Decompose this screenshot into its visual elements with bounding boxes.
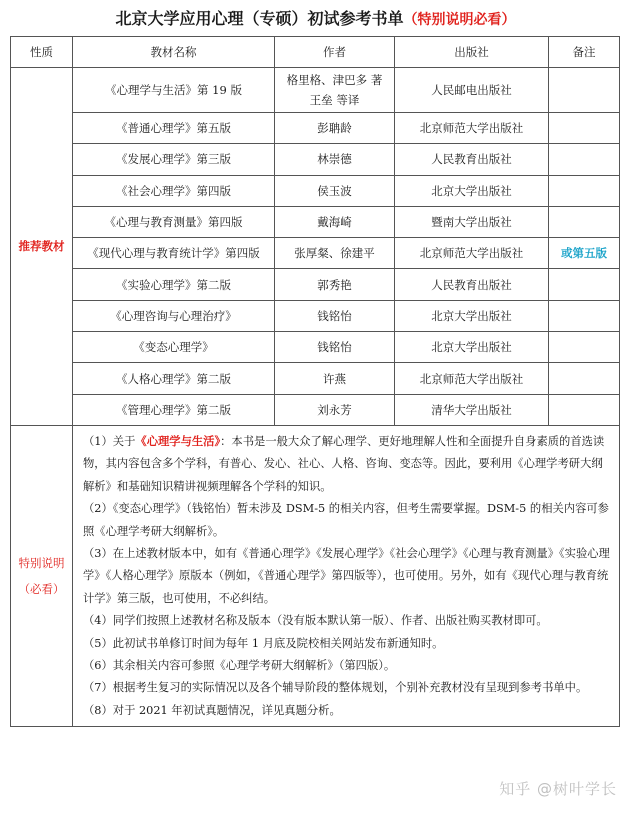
note-1-highlight: 《心理学与生活》 bbox=[135, 433, 221, 448]
note-7: （7）根据考生复习的实际情况以及各个辅导阶段的整体规划，个别补充教材没有呈现到参考书单中。 bbox=[83, 681, 588, 695]
table-row bbox=[11, 332, 620, 363]
special-notes-label-line2: （必看） bbox=[18, 582, 65, 597]
section-recommended-label: 推荐教材 bbox=[11, 68, 73, 426]
table-header-row bbox=[11, 37, 620, 68]
title-note: （特别说明必看） bbox=[403, 12, 516, 28]
book-name: 《管理心理学》第二版 bbox=[73, 394, 275, 425]
note-5: （5）此初试书单修订时间为每年 1 月底及院校相关网站发布新通知时。 bbox=[83, 636, 444, 650]
book-name: 《心理学与生活》第 19 版 bbox=[73, 68, 275, 113]
book-author: 林崇德 bbox=[275, 144, 395, 175]
header-publisher: 出版社 bbox=[395, 37, 549, 68]
header-book-name: 教材名称 bbox=[73, 37, 275, 68]
book-publisher: 北京师范大学出版社 bbox=[395, 113, 549, 144]
book-publisher: 北京大学出版社 bbox=[395, 300, 549, 331]
table-row bbox=[11, 175, 620, 206]
book-publisher: 人民教育出版社 bbox=[395, 269, 549, 300]
book-name: 《心理咨询与心理治疗》 bbox=[73, 300, 275, 331]
book-note bbox=[549, 363, 620, 394]
book-name: 《现代心理与教育统计学》第四版 bbox=[73, 238, 275, 269]
book-name: 《人格心理学》第二版 bbox=[73, 363, 275, 394]
booklist-table bbox=[10, 36, 620, 727]
book-name: 《实验心理学》第二版 bbox=[73, 269, 275, 300]
book-author bbox=[275, 68, 395, 113]
book-publisher: 北京师范大学出版社 bbox=[395, 238, 549, 269]
book-name: 《心理与教育测量》第四版 bbox=[73, 206, 275, 237]
note-8: （8）对于 2021 年初试真题情况，详见真题分析。 bbox=[83, 703, 341, 717]
book-name: 《普通心理学》第五版 bbox=[73, 113, 275, 144]
book-note bbox=[549, 206, 620, 237]
book-note bbox=[549, 175, 620, 206]
table-row bbox=[11, 113, 620, 144]
note-2: （2）《变态心理学》（钱铭怡）暂未涉及 DSM-5 的相关内容，但考生需要掌握。DSM-5 的相关内容可参照《心理学考研大纲解析》。 bbox=[83, 502, 609, 538]
book-publisher: 北京大学出版社 bbox=[395, 332, 549, 363]
book-author: 钱铭怡 bbox=[275, 332, 395, 363]
book-note bbox=[549, 300, 620, 331]
table-row bbox=[11, 394, 620, 425]
book-author-line2: 王垒 等译 bbox=[309, 93, 360, 107]
book-note: 或第五版 bbox=[549, 238, 620, 269]
note-1: （1）关于《心理学与生活》：本书是一般大众了解心理学、更好地理解人性和全面提升自身素质的首选读物，其内容包含多个学科，有普心、发心、社心、人格、咨询、变态等。因此，要利用《心理学考研大纲解析》和基础知识精讲视频理解各个学科的知识。 bbox=[83, 433, 605, 493]
page-title bbox=[0, 6, 631, 29]
book-publisher: 暨南大学出版社 bbox=[395, 206, 549, 237]
section-special-notes-label bbox=[11, 425, 73, 726]
table-row bbox=[11, 269, 620, 300]
header-author: 作者 bbox=[275, 37, 395, 68]
book-author: 张厚粲、徐建平 bbox=[275, 238, 395, 269]
header-type: 性质 bbox=[11, 37, 73, 68]
book-note bbox=[549, 144, 620, 175]
book-name: 《社会心理学》第四版 bbox=[73, 175, 275, 206]
table-row bbox=[11, 300, 620, 331]
book-note bbox=[549, 113, 620, 144]
note-4: （4）同学们按照上述教材名称及版本（没有版本默认第一版）、作者、出版社购买教材即可。 bbox=[83, 614, 548, 628]
book-author: 郭秀艳 bbox=[275, 269, 395, 300]
book-author: 侯玉波 bbox=[275, 175, 395, 206]
note-6: （6）其余相关内容可参照《心理学考研大纲解析》（第四版）。 bbox=[83, 659, 396, 673]
special-notes-label-line1: 特别说明 bbox=[18, 556, 65, 571]
book-note bbox=[549, 68, 620, 113]
table-row bbox=[11, 363, 620, 394]
header-note: 备注 bbox=[549, 37, 620, 68]
book-note bbox=[549, 332, 620, 363]
table-row bbox=[11, 238, 620, 269]
title-main: 北京大学应用心理（专硕）初试参考书单 bbox=[115, 9, 404, 28]
watermark: 知乎 @树叶学长 bbox=[499, 780, 617, 798]
book-note bbox=[549, 269, 620, 300]
book-name: 《发展心理学》第三版 bbox=[73, 144, 275, 175]
book-note bbox=[549, 394, 620, 425]
book-name: 《变态心理学》 bbox=[73, 332, 275, 363]
book-author: 彭聃龄 bbox=[275, 113, 395, 144]
table-row bbox=[11, 206, 620, 237]
book-publisher: 北京大学出版社 bbox=[395, 175, 549, 206]
book-publisher: 清华大学出版社 bbox=[395, 394, 549, 425]
book-publisher: 北京师范大学出版社 bbox=[395, 363, 549, 394]
note-3: （3）在上述教材版本中，如有《普通心理学》《发展心理学》《社会心理学》《心理与教育测量》《实验心理学》《人格心理学》原版本（例如，《普通心理学》第四版等），也可使用。另外，如有《现代心理与教育统计学》第三版，也可使用，不必纠结。 bbox=[83, 547, 610, 605]
table-row bbox=[11, 68, 620, 113]
book-author: 许燕 bbox=[275, 363, 395, 394]
book-author: 戴海崎 bbox=[275, 206, 395, 237]
book-author: 钱铭怡 bbox=[275, 300, 395, 331]
book-publisher: 人民教育出版社 bbox=[395, 144, 549, 175]
book-author-line1: 格里格、津巴多 著 bbox=[286, 73, 383, 87]
table-row bbox=[11, 144, 620, 175]
special-notes-content bbox=[73, 425, 620, 726]
book-publisher: 人民邮电出版社 bbox=[395, 68, 549, 113]
special-notes-row bbox=[11, 425, 620, 726]
book-author: 刘永芳 bbox=[275, 394, 395, 425]
